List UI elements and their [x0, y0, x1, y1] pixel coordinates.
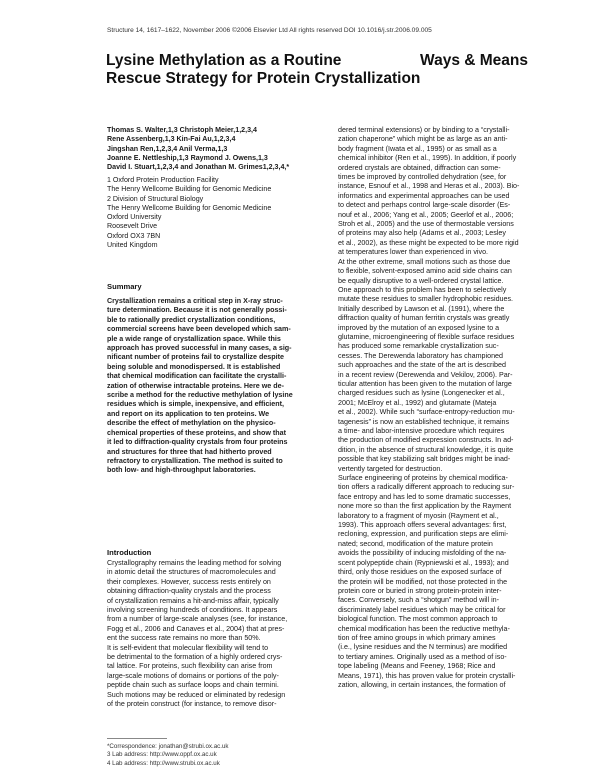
text-line: to flexible, solvent-exposed amino acid side chains can — [338, 267, 512, 276]
author-line: Jingshan Ren,1,2,3,4 Anil Verma,1,3 — [107, 144, 228, 153]
title-line: Lysine Methylation as a Routine — [106, 52, 342, 69]
text-line: et al., 2002), as these might be expected to be more rigid — [338, 238, 519, 247]
author-line: Joanne E. Nettleship,1,3 Raymond J. Owens,1,3 — [107, 153, 268, 162]
footnote-correspondence: *Correspondence: jonathan@strubi.ox.ac.uk — [107, 743, 229, 750]
text-line: discriminately label residues which may be critical for — [338, 605, 506, 614]
footnote-lab-address: 4 Lab address: http://www.strubi.ox.ac.uk — [107, 759, 220, 767]
text-line: being soluble and monodispersed. It is established — [107, 362, 281, 371]
text-line: cesses. The Derewenda laboratory has championed — [338, 351, 503, 360]
author-line: Thomas S. Walter,1,3 Christoph Meier,1,2,3,4 — [107, 126, 257, 134]
affiliation-line: Oxford OX3 7BN — [107, 231, 161, 240]
author-line: Rene Assenberg,1,3 Kin-Fai Au,1,2,3,4 — [107, 135, 236, 144]
author-list — [107, 126, 322, 172]
text-line: face entropy and has led to some dramatic successes, — [338, 492, 511, 501]
text-line: Crystallography remains the leading method for solving — [107, 559, 282, 567]
section-label: Ways & Means — [420, 52, 528, 69]
text-line: zation, allowing, in certain instances, the formation of — [338, 680, 506, 689]
text-line: involving screening hundreds of conditions. It appears — [107, 606, 278, 615]
text-line: Such motions may be reduced or eliminated by redesign — [107, 690, 286, 699]
text-line: diffraction quality of human ferritin crystals was greatly — [338, 314, 510, 323]
text-line: Surface engineering of proteins by chemical modifica- — [338, 474, 508, 483]
introduction-lines — [107, 559, 325, 710]
text-line: the protein will be modified, not those protected in the — [338, 577, 508, 586]
text-line: ple a wide range of crystallization space. While this — [107, 334, 281, 343]
text-line: of the protein construct (for instance, to remove disor- — [107, 700, 277, 709]
text-line: describe the effect of methylation on the physico- — [107, 419, 276, 428]
text-line: 1993). This approach offers several advantages: first, — [338, 521, 507, 530]
text-line: biological function. The most common approach to — [338, 615, 498, 624]
summary-lines — [107, 297, 325, 476]
text-line: scent polypeptide chain (Rypniewski et al., 1993); and — [338, 558, 509, 567]
text-line: recloning, expression, and purification steps are elimi- — [338, 530, 509, 539]
text-line: dered terminal extensions) or by binding to a “crystalli- — [338, 126, 510, 134]
text-line: to tertiary amines. Originally used as a method of iso- — [338, 652, 507, 661]
affiliation-line: United Kingdom — [107, 241, 158, 250]
footnotes — [107, 743, 322, 768]
text-line: nificant number of proteins fail to crystallize despite — [107, 353, 284, 362]
text-line: Initially described by Lawson et al. (1991), where the — [338, 304, 505, 313]
text-line: mutate these residues to smaller hydrophobic residues. — [338, 295, 514, 304]
text-line: One approach to this problem has been to selectively — [338, 285, 507, 294]
text-line: tion offers a radically different approach to reducing sur- — [338, 483, 515, 492]
text-line: faces. Conversely, such a “shotgun” method will in- — [338, 596, 499, 605]
text-line: be equally disruptive to a well-ordered crystal lattice. — [338, 276, 504, 285]
affiliation-line: The Henry Wellcome Building for Genomic Medicine — [107, 185, 272, 194]
text-line: improved by the mutation of an exposed lysine to a — [338, 323, 500, 332]
text-line: tope labeling (Means and Feeney, 1968; Rice and — [338, 662, 496, 671]
text-line: protein core or buried in strong protein-protein inter- — [338, 586, 502, 595]
text-line: charged residues such as lysine (Longenecker et al., — [338, 389, 505, 398]
text-line: commercial screens have been developed which sam- — [107, 325, 291, 334]
journal-citation-line: Structure 14, 1617–1622, November 2006 ©2006 Elsevier Ltd All rights reserved DOI 10.1016/j.str.2006.09.005 — [107, 27, 432, 34]
text-line: chemical inhibitor (Ren et al., 1995). In addition, if poorly — [338, 154, 517, 163]
text-line: scribe a method for the reductive methylation of lysine — [107, 391, 293, 400]
text-line: from a number of large-scale analyses (see, for instance, — [107, 615, 288, 624]
text-line: of crystallization remains a hit-and-miss affair, typically — [107, 596, 279, 605]
text-line: at temperatures lower than experienced in vivo. — [338, 248, 489, 257]
text-line: obtaining diffraction-quality crystals and the process — [107, 587, 271, 596]
affiliation-line: Roosevelt Drive — [107, 222, 158, 231]
text-line: chemical modification has been the reductive methyla- — [338, 624, 510, 633]
introduction-heading: Introduction — [107, 548, 152, 557]
text-line: of proteins may also help (Adams et al., 2003; Lesley — [338, 229, 506, 238]
text-line: tion of free amino groups in which primary amines — [338, 633, 496, 642]
text-line: informatics and experimental approaches can be used — [338, 191, 510, 200]
footnote-lab-address: 3 Lab address: http://www.oppf.ox.ac.uk — [107, 751, 217, 759]
text-line: body fragment (Iwata et al., 1995) or as small as a — [338, 144, 497, 153]
text-line: tal lattice. For proteins, such flexibility can arise from — [107, 662, 273, 671]
affiliation-line: 1 Oxford Protein Production Facility — [107, 176, 219, 184]
right-column-lines — [338, 126, 560, 690]
text-line: laboratory to a fragment of myosin (Rayment et al., — [338, 511, 499, 520]
text-line: a time- and labor-intensive procedure which requires — [338, 427, 505, 435]
summary-text — [107, 297, 325, 476]
text-line: their complexes. However, success rests entirely on — [107, 577, 271, 586]
text-line: ordered crystals are obtained, diffraction can some- — [338, 163, 501, 172]
text-line: that chemical modification can facilitate the crystalli- — [107, 372, 287, 381]
text-line: Stroh et al., 2005) and the use of thermostable versions — [338, 220, 514, 229]
text-line: ble to rationally predict crystallization conditions, — [107, 315, 276, 324]
text-line: approach has proved successful in many cases, a sig- — [107, 344, 292, 353]
text-line: vertently targeted for destruction. — [338, 464, 443, 473]
text-line: both low- and high-throughput laboratories. — [107, 466, 256, 475]
introduction-text — [107, 559, 325, 710]
text-line: the production of modified expression constructs. In ad- — [338, 436, 514, 445]
text-line: 2001; McElroy et al., 1992) and glutamate (Mateja — [338, 398, 497, 407]
text-line: such approaches and the state of the art is described — [338, 361, 506, 370]
footnote-divider — [107, 738, 167, 739]
summary-heading: Summary — [107, 282, 142, 291]
text-line: none more so than the first application by the Rayment — [338, 502, 512, 511]
text-line: be detrimental to the formation of a highly ordered crys- — [107, 653, 283, 662]
text-line: ticular attention has been given to the mutation of large — [338, 379, 512, 388]
text-line: chemical properties of these proteins, and show that — [107, 428, 286, 437]
text-line: residues which is simple, inexpensive, and efficient, — [107, 400, 284, 409]
affiliation-line: The Henry Wellcome Building for Genomic Medicine — [107, 203, 272, 212]
text-line: possible that key stabilizing salt bridges might be inad- — [338, 455, 511, 464]
text-line: in atomic detail the structures of macromolecules and — [107, 568, 276, 577]
text-line: peptide chain such as surface loops and chain termini. — [107, 681, 279, 690]
text-line: avoids the possibility of inducing misfolding of the na- — [338, 549, 507, 558]
affiliations — [107, 176, 322, 250]
text-line: glutamine, microengineering of flexible surface residues — [338, 332, 515, 341]
text-line: dition, in the absence of structural knowledge, it is quite — [338, 445, 514, 454]
text-line: and report on its application to ten proteins. We — [107, 409, 270, 418]
text-line: ent the success rate remains no more than 50%. — [107, 634, 261, 643]
text-line: et al., 2002). While such “surface-entropy-reduction mu- — [338, 408, 515, 417]
text-line: zation of otherwise intractable proteins. Here we de- — [107, 381, 284, 390]
text-line: ture determination. Because it is not generally possi- — [107, 306, 287, 315]
text-line: nouf et al., 2006; Yang et al., 2005; Geerlof et al., 2006; — [338, 210, 514, 219]
text-line: to detect and perhaps control large-scale disorder (Es- — [338, 201, 511, 210]
text-line: Means, 1971), this has proven value for protein crystalli- — [338, 671, 516, 680]
text-line: tagenesis” is now an established technique, it remains — [338, 417, 510, 426]
text-line: Crystallization remains a critical step in X-ray struc- — [107, 297, 283, 305]
text-line: it led to diffraction-quality crystals from four proteins — [107, 438, 288, 447]
text-line: It is self-evident that molecular flexibility will tend to — [107, 643, 269, 652]
text-line: times be improved by controlled dehydration (see, for — [338, 173, 507, 182]
text-line: large-scale motions of domains or portions of the poly- — [107, 671, 279, 680]
text-line: in a recent review (Derewenda and Vekilov, 2006). Par- — [338, 370, 513, 379]
text-line: (i.e., lysine residues and the N terminus) are modified — [338, 643, 508, 652]
affiliation-line: Oxford University — [107, 213, 162, 222]
author-line: David I. Stuart,1,2,3,4 and Jonathan M. Grimes1,2,3,4,* — [107, 163, 290, 172]
text-line: and structures for three that had hitherto proved — [107, 447, 272, 456]
text-line: nated; second, modification of the mature protein — [338, 539, 493, 548]
text-line: refractory to crystallization. The method is suited to — [107, 456, 283, 465]
title-line: Rescue Strategy for Protein Crystallization — [106, 69, 421, 87]
affiliation-line: 2 Division of Structural Biology — [107, 194, 204, 203]
text-line: At the other extreme, small motions such as those due — [338, 257, 511, 266]
text-line: instance, Esnouf et al., 1998 and Heras et al., 2003). Bio- — [338, 182, 520, 191]
text-line: Fogg et al., 2006 and Canaves et al., 2004) that at pres- — [107, 624, 285, 633]
text-line: has produced some remarkable crystallization suc- — [338, 342, 499, 351]
right-column-text — [338, 126, 560, 690]
text-line: zation chaperone” which might be as large as an anti- — [338, 135, 508, 144]
text-line: third, only those residues on the exposed surface of — [338, 568, 502, 577]
